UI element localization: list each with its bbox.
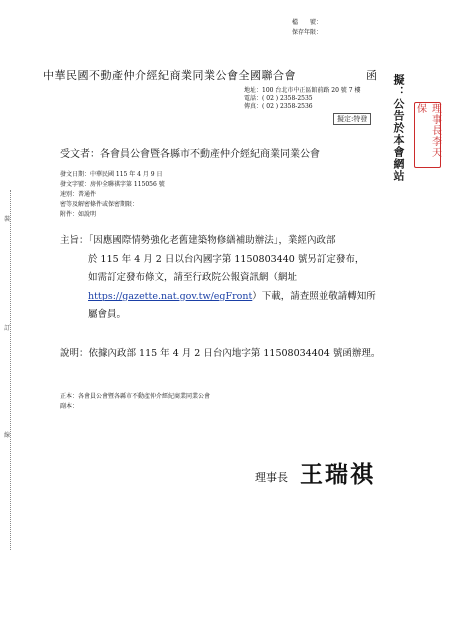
subject-line-3: 如需訂定發布條文，請至行政院公報資訊網（網址: [88, 272, 298, 283]
signature-name: 王瑞祺: [300, 462, 375, 488]
address-line: 地址：100 台北市中正區館前路 20 號 7 樓: [244, 87, 361, 94]
date-line: 發文日期：中華民國 115 年 4 月 9 日: [60, 171, 163, 178]
recipient: 受文者：各會員公會暨各縣市不動產仲介經紀商業同業公會: [60, 149, 320, 160]
draft-stamp: 擬定:特發: [333, 113, 371, 125]
org-title: 中華民國不動產仲介經紀商業同業公會全國聯合會: [43, 69, 296, 82]
attach-line: 附件：如說明: [60, 211, 97, 218]
margin-char-3: 線: [4, 432, 11, 439]
subject-line-1: 主旨：「因應國際情勢強化老舊建築物修繕補助辦法」，業經內政部: [60, 235, 336, 246]
primary-recipients: 正本：各會員公會暨各縣市不動產仲介經紀商業同業公會: [60, 393, 211, 400]
number-line: 發文字號：房仲全聯祺字第 115056 號: [60, 181, 165, 188]
margin-char-2: 訂: [4, 325, 11, 332]
copy-recipients: 副本：: [60, 403, 79, 410]
binding-line: [10, 190, 11, 550]
vertical-notice: 擬：公告於本會網站: [392, 74, 405, 182]
address-block: [244, 87, 384, 111]
secret-line: 密等及解密條件或保密期限：: [60, 201, 139, 208]
margin-char-1: 裝: [4, 216, 11, 223]
subject-line-4-rest: ）下載，請查照並敬請轉知所: [252, 290, 376, 302]
fax-line: 傳真：( 02 ) 2358-2536: [244, 103, 313, 110]
retention-label: 保存年限：: [291, 29, 322, 36]
subject-line-4: [60, 288, 410, 307]
doc-meta: [60, 170, 320, 220]
file-meta: [280, 18, 400, 38]
subject: [60, 232, 410, 325]
distribution: [60, 392, 360, 412]
gazette-link[interactable]: https://gazette.nat.gov.tw/egFront: [88, 290, 253, 302]
file-no-label: 檔 號：: [291, 19, 322, 26]
speed-line: 速別：普通件: [60, 191, 97, 198]
signature-title: 理事長: [255, 471, 288, 484]
subject-line-2: 於 115 年 4 月 2 日以台內國字第 1150803440 號另訂定發布，: [88, 253, 365, 265]
explanation: 說明：依據內政部 115 年 4 月 2 日台內地字第 11508034404 號函辦理。: [60, 348, 381, 359]
seal-text: 理事長李天保: [414, 103, 441, 158]
chairman-seal: [414, 102, 441, 168]
doc-type: 函: [366, 69, 377, 82]
phone-line: 電話：( 02 ) 2358-2535: [244, 95, 313, 102]
subject-line-5: 屬會員。: [88, 309, 127, 320]
